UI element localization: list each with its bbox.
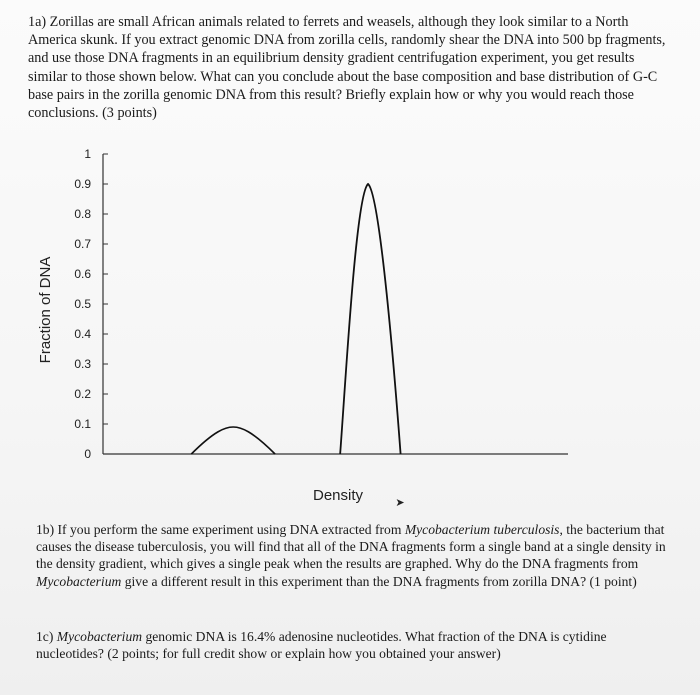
y-tick-label: 0.7 (74, 237, 91, 251)
y-tick-label: 1 (84, 147, 91, 161)
y-tick-label: 0.2 (74, 387, 91, 401)
question-1b (36, 521, 668, 590)
y-tick-label: 0.9 (74, 177, 91, 191)
question-1c-part2: genomic DNA is 16.4% adenosine nucleotides. What fraction of the DNA is cytidine nucleotides? (2 points; for full credit show or explain how you obtained your answer) (36, 629, 607, 662)
question-1c (36, 628, 668, 662)
question-1a-text: 1a) Zorillas are small African animals related to ferrets and weasels, although they look similar to a North America skunk. If you extract genomic DNA from zorilla cells, randomly shear the DNA into 500 bp fragments, and use those DNA fragments in an equilibrium density gradient centrifugation experiment, you get results similar to those shown below. What can you conclude about the base composition and base distribution of G-C base pairs in the zorilla genomic DNA from this result? Briefly explain how or why you would reach those conclusions. (3 points) (28, 14, 666, 122)
y-tick-label: 0.1 (74, 417, 91, 431)
small-density-peak (191, 427, 275, 454)
density-chart (0, 140, 700, 520)
large-density-peak (340, 184, 400, 454)
y-tick-label: 0.8 (74, 207, 91, 221)
y-tick-label: 0.6 (74, 267, 91, 281)
question-1c-organism: Mycobacterium (56, 629, 143, 644)
chart-series (191, 184, 400, 454)
question-1b-organism1: Mycobacterium tuberculosis (404, 522, 560, 537)
question-1b-part3: give a different result in this experiment than the DNA fragments from zorilla DNA? (1 point) (121, 573, 637, 589)
y-tick-label: 0.3 (74, 357, 91, 371)
question-1b-part1: 1b) If you perform the same experiment using DNA extracted from (36, 522, 405, 537)
question-1c-part1: 1c) (36, 629, 57, 644)
question-1a (28, 13, 668, 122)
y-tick-label: 0.4 (74, 327, 91, 341)
y-tick-label: 0 (84, 447, 91, 461)
question-1b-part2: , the bacterium that causes the disease tuberculosis, you will find that all of the DNA fragments form a single band at a single density in the density gradient, which gives a single peak when the results are graphed. Why do the DNA fragments from (36, 522, 666, 572)
y-axis-label: Fraction of DNA (37, 256, 54, 364)
x-axis-label: Density (312, 487, 364, 504)
chart-axes (103, 154, 568, 454)
density-chart-svg (0, 140, 700, 520)
y-tick-label: 0.5 (74, 297, 91, 311)
question-1b-organism2: Mycobacterium (36, 573, 122, 589)
density-arrow-icon: ➤ (395, 497, 405, 509)
